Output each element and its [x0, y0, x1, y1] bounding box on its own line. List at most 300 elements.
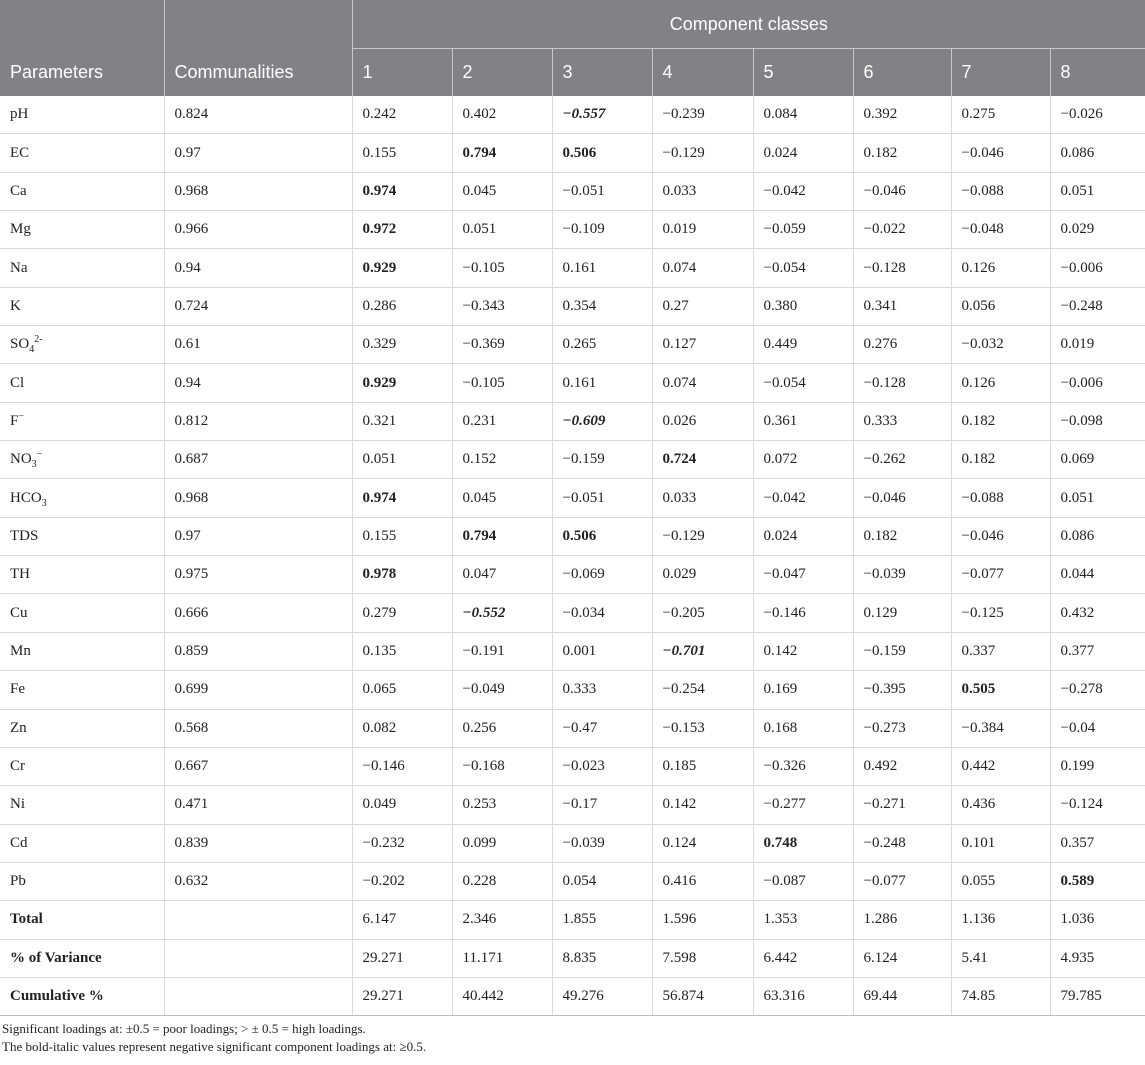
loading-cell: 0.361	[753, 402, 853, 440]
loading-cell: −0.552	[452, 594, 552, 632]
loading-cell: 0.054	[552, 862, 652, 900]
loading-cell: −0.039	[853, 556, 951, 594]
loading-cell: 63.316	[753, 977, 853, 1015]
header-component: 5	[753, 49, 853, 97]
table-row	[0, 287, 1145, 325]
communality-cell: 0.471	[164, 786, 352, 824]
loading-cell: 0.974	[352, 172, 452, 210]
communality-cell: 0.824	[164, 96, 352, 134]
parameter-cell	[0, 249, 164, 287]
loading-cell: −0.049	[452, 671, 552, 709]
loading-cell: 0.051	[1050, 479, 1145, 517]
loading-cell: 0.279	[352, 594, 452, 632]
loading-cell: −0.098	[1050, 402, 1145, 440]
loading-cell: −0.17	[552, 786, 652, 824]
communality-cell	[164, 977, 352, 1015]
loading-cell: 1.855	[552, 901, 652, 939]
loading-cell: 0.432	[1050, 594, 1145, 632]
loading-cell: 56.874	[652, 977, 753, 1015]
table-row	[0, 747, 1145, 785]
loading-cell: 0.329	[352, 326, 452, 364]
parameter-cell	[0, 96, 164, 134]
loading-cell: 0.047	[452, 556, 552, 594]
loading-cell: 0.256	[452, 709, 552, 747]
loading-cell: −0.205	[652, 594, 753, 632]
loading-cell: 0.337	[951, 632, 1050, 670]
loading-cell: −0.105	[452, 364, 552, 402]
loading-cell: 0.161	[552, 364, 652, 402]
loading-cell: −0.054	[753, 364, 853, 402]
loading-cell: 0.978	[352, 556, 452, 594]
parameter-label: Cl	[10, 374, 25, 391]
parameter-cell	[0, 862, 164, 900]
loading-cell: 0.069	[1050, 441, 1145, 479]
table-row	[0, 479, 1145, 517]
loading-cell: 6.442	[753, 939, 853, 977]
loading-cell: 0.392	[853, 96, 951, 134]
loading-cell: −0.343	[452, 287, 552, 325]
loading-cell: 0.929	[352, 249, 452, 287]
table-row	[0, 211, 1145, 249]
loading-cell: 0.084	[753, 96, 853, 134]
loading-cell: −0.47	[552, 709, 652, 747]
loading-cell: 0.029	[652, 556, 753, 594]
parameter-cell	[0, 786, 164, 824]
loading-cell: 1.286	[853, 901, 951, 939]
loading-cell: 0.127	[652, 326, 753, 364]
loading-cell: −0.609	[552, 402, 652, 440]
communality-cell: 0.94	[164, 249, 352, 287]
table-row	[0, 96, 1145, 134]
loading-cell: −0.022	[853, 211, 951, 249]
loading-cell: 0.402	[452, 96, 552, 134]
loading-cell: −0.701	[652, 632, 753, 670]
loading-cell: 0.124	[652, 824, 753, 862]
loading-cell: 0.135	[352, 632, 452, 670]
loading-cell: 0.974	[352, 479, 452, 517]
loading-cell: 0.929	[352, 364, 452, 402]
loading-cell: −0.048	[951, 211, 1050, 249]
loading-cell: −0.046	[853, 172, 951, 210]
communality-cell: 0.839	[164, 824, 352, 862]
communality-cell	[164, 901, 352, 939]
communality-cell: 0.699	[164, 671, 352, 709]
parameter-cell	[0, 287, 164, 325]
loading-cell: 0.019	[1050, 326, 1145, 364]
loading-cell: 0.169	[753, 671, 853, 709]
communality-cell: 0.968	[164, 172, 352, 210]
loading-cell: 0.026	[652, 402, 753, 440]
loading-cell: 0.380	[753, 287, 853, 325]
communality-cell: 0.975	[164, 556, 352, 594]
loading-cell: 0.155	[352, 134, 452, 172]
communality-cell: 0.61	[164, 326, 352, 364]
loading-cell: 0.794	[452, 134, 552, 172]
table-row	[0, 824, 1145, 862]
loading-cell: −0.046	[951, 134, 1050, 172]
parameter-cell	[0, 632, 164, 670]
parameter-cell	[0, 556, 164, 594]
parameter-label: Mg	[10, 221, 31, 238]
loading-cell: −0.262	[853, 441, 951, 479]
parameter-superscript: 2-	[34, 334, 43, 346]
communality-cell: 0.859	[164, 632, 352, 670]
loading-cell: −0.059	[753, 211, 853, 249]
parameter-cell	[0, 939, 164, 977]
communality-cell: 0.724	[164, 287, 352, 325]
loading-cell: −0.159	[552, 441, 652, 479]
loading-cell: −0.087	[753, 862, 853, 900]
loading-cell: 0.506	[552, 134, 652, 172]
loading-cell: −0.271	[853, 786, 951, 824]
loading-cell: −0.248	[853, 824, 951, 862]
table-row	[0, 862, 1145, 900]
table-row	[0, 901, 1145, 939]
header-component: 4	[652, 49, 753, 97]
loading-cell: −0.042	[753, 172, 853, 210]
communality-cell: 0.632	[164, 862, 352, 900]
loading-cell: 11.171	[452, 939, 552, 977]
parameter-superscript: −	[18, 410, 24, 422]
loading-cell: 0.27	[652, 287, 753, 325]
loading-cell: 0.086	[1050, 134, 1145, 172]
loading-cell: −0.125	[951, 594, 1050, 632]
loading-cell: −0.159	[853, 632, 951, 670]
parameter-cell	[0, 134, 164, 172]
parameter-label: % of Variance	[10, 949, 102, 966]
loading-cell: −0.384	[951, 709, 1050, 747]
loading-cell: 0.051	[452, 211, 552, 249]
loading-cell: −0.046	[853, 479, 951, 517]
parameter-label: Ni	[10, 796, 25, 813]
loading-cell: 0.074	[652, 249, 753, 287]
loading-cell: −0.129	[652, 517, 753, 555]
loading-cell: −0.046	[951, 517, 1050, 555]
parameter-label: Cumulative %	[10, 988, 104, 1005]
loading-cell: 0.492	[853, 747, 951, 785]
parameter-subscript: 4	[29, 344, 35, 356]
loading-cell: −0.034	[552, 594, 652, 632]
loading-cell: 74.85	[951, 977, 1050, 1015]
loading-cell: 0.074	[652, 364, 753, 402]
loading-cell: 0.126	[951, 249, 1050, 287]
note-significance: Significant loadings at: ±0.5 = poor loadings; > ± 0.5 = high loadings.	[2, 1021, 366, 1037]
loading-cell: −0.146	[352, 747, 452, 785]
loading-cell: 0.242	[352, 96, 452, 134]
loading-cell: 0.029	[1050, 211, 1145, 249]
communality-cell: 0.968	[164, 479, 352, 517]
loading-cell: 0.357	[1050, 824, 1145, 862]
parameter-label: NO	[10, 451, 32, 468]
table-row	[0, 249, 1145, 287]
loading-cell: 0.416	[652, 862, 753, 900]
table-row	[0, 939, 1145, 977]
parameter-label: F	[10, 412, 19, 429]
communality-cell: 0.667	[164, 747, 352, 785]
loading-cell: 1.036	[1050, 901, 1145, 939]
loading-cell: −0.128	[853, 364, 951, 402]
parameter-cell	[0, 402, 164, 440]
table-row	[0, 517, 1145, 555]
loading-cell: −0.254	[652, 671, 753, 709]
table-row	[0, 441, 1145, 479]
loading-cell: −0.202	[352, 862, 452, 900]
loading-cell: 0.333	[552, 671, 652, 709]
header-blank-2	[164, 0, 352, 49]
loading-cell: 0.044	[1050, 556, 1145, 594]
loading-cell: 0.045	[452, 172, 552, 210]
loading-cell: 0.024	[753, 134, 853, 172]
loading-cell: −0.105	[452, 249, 552, 287]
parameter-label: Total	[10, 911, 43, 928]
loading-cell: −0.109	[552, 211, 652, 249]
loading-cell: −0.047	[753, 556, 853, 594]
table-row	[0, 632, 1145, 670]
loading-cell: −0.006	[1050, 249, 1145, 287]
loading-cell: 0.001	[552, 632, 652, 670]
loading-cell: 0.185	[652, 747, 753, 785]
loading-cell: −0.088	[951, 479, 1050, 517]
loading-cell: 1.596	[652, 901, 753, 939]
loading-cell: 79.785	[1050, 977, 1145, 1015]
communality-cell: 0.666	[164, 594, 352, 632]
parameter-cell	[0, 977, 164, 1015]
loading-cell: 40.442	[452, 977, 552, 1015]
parameter-cell	[0, 517, 164, 555]
loading-cell: −0.006	[1050, 364, 1145, 402]
parameter-cell	[0, 824, 164, 862]
loading-cell: −0.026	[1050, 96, 1145, 134]
loading-cell: 0.182	[951, 441, 1050, 479]
loading-cell: 4.935	[1050, 939, 1145, 977]
loading-cell: 8.835	[552, 939, 652, 977]
table-row	[0, 977, 1145, 1015]
loading-cell: −0.124	[1050, 786, 1145, 824]
header-parameters: Parameters	[0, 49, 164, 97]
loading-cell: 0.442	[951, 747, 1050, 785]
communality-cell: 0.812	[164, 402, 352, 440]
loading-cell: 0.142	[753, 632, 853, 670]
loading-cell: 0.126	[951, 364, 1050, 402]
loading-cell: 29.271	[352, 977, 452, 1015]
table-row	[0, 556, 1145, 594]
table-row	[0, 326, 1145, 364]
loading-cell: 0.099	[452, 824, 552, 862]
loading-cell: 0.082	[352, 709, 452, 747]
loading-cell: −0.051	[552, 479, 652, 517]
parameter-cell	[0, 479, 164, 517]
header-component: 6	[853, 49, 951, 97]
loading-cell: 1.136	[951, 901, 1050, 939]
communality-cell: 0.966	[164, 211, 352, 249]
loading-cell: −0.04	[1050, 709, 1145, 747]
table-row	[0, 134, 1145, 172]
loading-cell: 0.024	[753, 517, 853, 555]
table-row	[0, 172, 1145, 210]
loading-cell: 0.101	[951, 824, 1050, 862]
table-row	[0, 364, 1145, 402]
header-component: 8	[1050, 49, 1145, 97]
header-blank-1	[0, 0, 164, 49]
loading-cell: 0.155	[352, 517, 452, 555]
loading-cell: 0.794	[452, 517, 552, 555]
loading-cell: 0.152	[452, 441, 552, 479]
header-component: 1	[352, 49, 452, 97]
parameter-label: Cr	[10, 758, 25, 775]
loading-cell: −0.168	[452, 747, 552, 785]
loading-cell: 0.199	[1050, 747, 1145, 785]
loading-cell: 0.228	[452, 862, 552, 900]
loading-cell: 0.506	[552, 517, 652, 555]
loading-cell: 0.182	[951, 402, 1050, 440]
communality-cell: 0.94	[164, 364, 352, 402]
parameter-cell	[0, 901, 164, 939]
table-body	[0, 96, 1145, 1016]
loading-cell: −0.042	[753, 479, 853, 517]
loading-cell: −0.129	[652, 134, 753, 172]
header-component: 3	[552, 49, 652, 97]
loading-cell: 1.353	[753, 901, 853, 939]
loading-cell: 0.354	[552, 287, 652, 325]
loading-cell: 0.168	[753, 709, 853, 747]
loading-cell: −0.248	[1050, 287, 1145, 325]
loading-cell: 0.276	[853, 326, 951, 364]
loading-cell: −0.051	[552, 172, 652, 210]
loading-cell: −0.326	[753, 747, 853, 785]
loading-cell: 0.972	[352, 211, 452, 249]
loading-cell: −0.277	[753, 786, 853, 824]
loading-cell: −0.395	[853, 671, 951, 709]
parameter-cell	[0, 747, 164, 785]
loading-cell: 0.142	[652, 786, 753, 824]
header-component-classes: Component classes	[352, 0, 1145, 49]
loading-cell: 0.051	[1050, 172, 1145, 210]
parameter-label: Ca	[10, 182, 27, 199]
loading-cell: 0.333	[853, 402, 951, 440]
loading-cell: 0.051	[352, 441, 452, 479]
loading-cell: −0.077	[951, 556, 1050, 594]
parameter-label: Fe	[10, 681, 25, 698]
loading-cell: 0.033	[652, 479, 753, 517]
loading-cell: −0.153	[652, 709, 753, 747]
parameter-label: Na	[10, 259, 28, 276]
loading-cell: 0.748	[753, 824, 853, 862]
loading-cell: 0.589	[1050, 862, 1145, 900]
loading-cell: 5.41	[951, 939, 1050, 977]
table-row	[0, 786, 1145, 824]
loading-cell: −0.032	[951, 326, 1050, 364]
loading-cell: 69.44	[853, 977, 951, 1015]
loading-cell: 0.231	[452, 402, 552, 440]
loading-cell: −0.069	[552, 556, 652, 594]
loading-cell: 0.072	[753, 441, 853, 479]
parameter-cell	[0, 671, 164, 709]
loading-cell: 0.341	[853, 287, 951, 325]
parameter-subscript: 3	[31, 459, 37, 471]
parameter-subscript: 3	[41, 497, 47, 509]
table-row	[0, 594, 1145, 632]
loading-cell: 6.124	[853, 939, 951, 977]
loading-cell: 0.505	[951, 671, 1050, 709]
loading-cell: 0.253	[452, 786, 552, 824]
parameter-cell	[0, 172, 164, 210]
loading-cell: −0.273	[853, 709, 951, 747]
loading-cell: 0.161	[552, 249, 652, 287]
table-row	[0, 709, 1145, 747]
loading-cell: −0.128	[853, 249, 951, 287]
loading-cell: −0.146	[753, 594, 853, 632]
parameter-cell	[0, 326, 164, 364]
loading-cell: 0.377	[1050, 632, 1145, 670]
parameter-superscript: −	[36, 449, 43, 461]
header-component: 2	[452, 49, 552, 97]
parameter-cell	[0, 709, 164, 747]
loading-cell: 0.065	[352, 671, 452, 709]
parameter-label: K	[10, 297, 21, 314]
loading-cell: 29.271	[352, 939, 452, 977]
loading-cell: 0.129	[853, 594, 951, 632]
note-bold-italic: The bold-italic values represent negative significant component loadings at: ≥0.5.	[2, 1039, 427, 1055]
parameter-label: pH	[10, 106, 29, 123]
communality-cell: 0.568	[164, 709, 352, 747]
loading-cell: −0.023	[552, 747, 652, 785]
parameter-cell	[0, 211, 164, 249]
loading-cell: −0.278	[1050, 671, 1145, 709]
loading-cell: −0.369	[452, 326, 552, 364]
parameter-cell	[0, 441, 164, 479]
communality-cell: 0.687	[164, 441, 352, 479]
loading-cell: 0.436	[951, 786, 1050, 824]
table-notes	[0, 1016, 1145, 1056]
loading-cell: 2.346	[452, 901, 552, 939]
loading-cell: 0.286	[352, 287, 452, 325]
loading-cell: −0.232	[352, 824, 452, 862]
parameter-label: Mn	[10, 642, 31, 659]
loading-cell: 0.724	[652, 441, 753, 479]
loading-cell: −0.191	[452, 632, 552, 670]
table-header	[0, 0, 1145, 96]
parameter-label: TDS	[10, 527, 39, 544]
loading-cell: 0.033	[652, 172, 753, 210]
parameter-label: TH	[10, 566, 30, 583]
parameter-label: SO	[10, 336, 30, 353]
table-row	[0, 671, 1145, 709]
loading-cell: −0.239	[652, 96, 753, 134]
parameter-label: Pb	[10, 873, 26, 890]
parameter-cell	[0, 364, 164, 402]
loading-cell: 0.056	[951, 287, 1050, 325]
loading-cell: 0.049	[352, 786, 452, 824]
loading-cell: 0.449	[753, 326, 853, 364]
communality-cell: 0.97	[164, 134, 352, 172]
loading-cell: 0.275	[951, 96, 1050, 134]
loading-cell: 0.019	[652, 211, 753, 249]
loading-cell: 0.055	[951, 862, 1050, 900]
communality-cell: 0.97	[164, 517, 352, 555]
loading-cell: −0.088	[951, 172, 1050, 210]
loading-cell: 0.321	[352, 402, 452, 440]
parameter-label: EC	[10, 144, 30, 161]
parameter-label: HCO	[10, 489, 42, 506]
loading-cell: −0.557	[552, 96, 652, 134]
loading-cell: −0.077	[853, 862, 951, 900]
loading-cell: −0.054	[753, 249, 853, 287]
parameter-cell	[0, 594, 164, 632]
loading-cell: −0.039	[552, 824, 652, 862]
table-row	[0, 402, 1145, 440]
loading-cell: 0.182	[853, 517, 951, 555]
parameter-label: Cu	[10, 604, 28, 621]
